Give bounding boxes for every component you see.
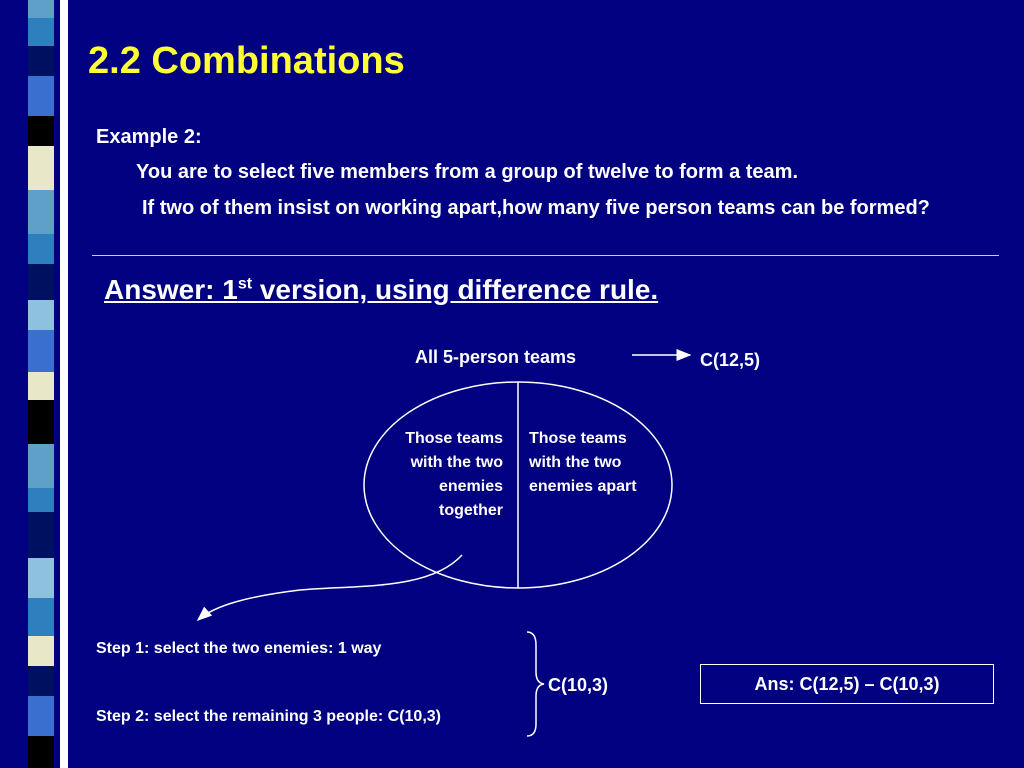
right-brace <box>527 632 544 736</box>
step-2-text: Step 2: select the remaining 3 people: C(10,3) <box>96 708 441 725</box>
answer-superscript: st <box>237 275 253 293</box>
left-region-label: Those teams with the two enemies together <box>405 430 503 519</box>
problem-statement-line1: You are to select five members from a group of twelve to form a team. <box>136 161 799 183</box>
slide-title: 2.2 Combinations <box>88 40 405 82</box>
final-answer-box: Ans: C(12,5) – C(10,3) <box>700 664 994 704</box>
example-label: Example 2: <box>96 126 202 148</box>
answer-suffix: version, using difference rule. <box>252 274 659 305</box>
all-teams-label: All 5-person teams <box>415 347 577 367</box>
curved-arrow <box>198 555 462 620</box>
right-region-label: Those teams with the two enemies apart <box>529 430 637 495</box>
brace-value: C(10,3) <box>548 675 609 695</box>
all-teams-value: C(12,5) <box>700 350 761 370</box>
problem-statement-line2: If two of them insist on working apart,how many five person teams can be formed? <box>142 197 930 219</box>
answer-prefix: Answer: 1 <box>104 274 238 305</box>
step-1-text: Step 1: select the two enemies: 1 way <box>96 640 382 657</box>
